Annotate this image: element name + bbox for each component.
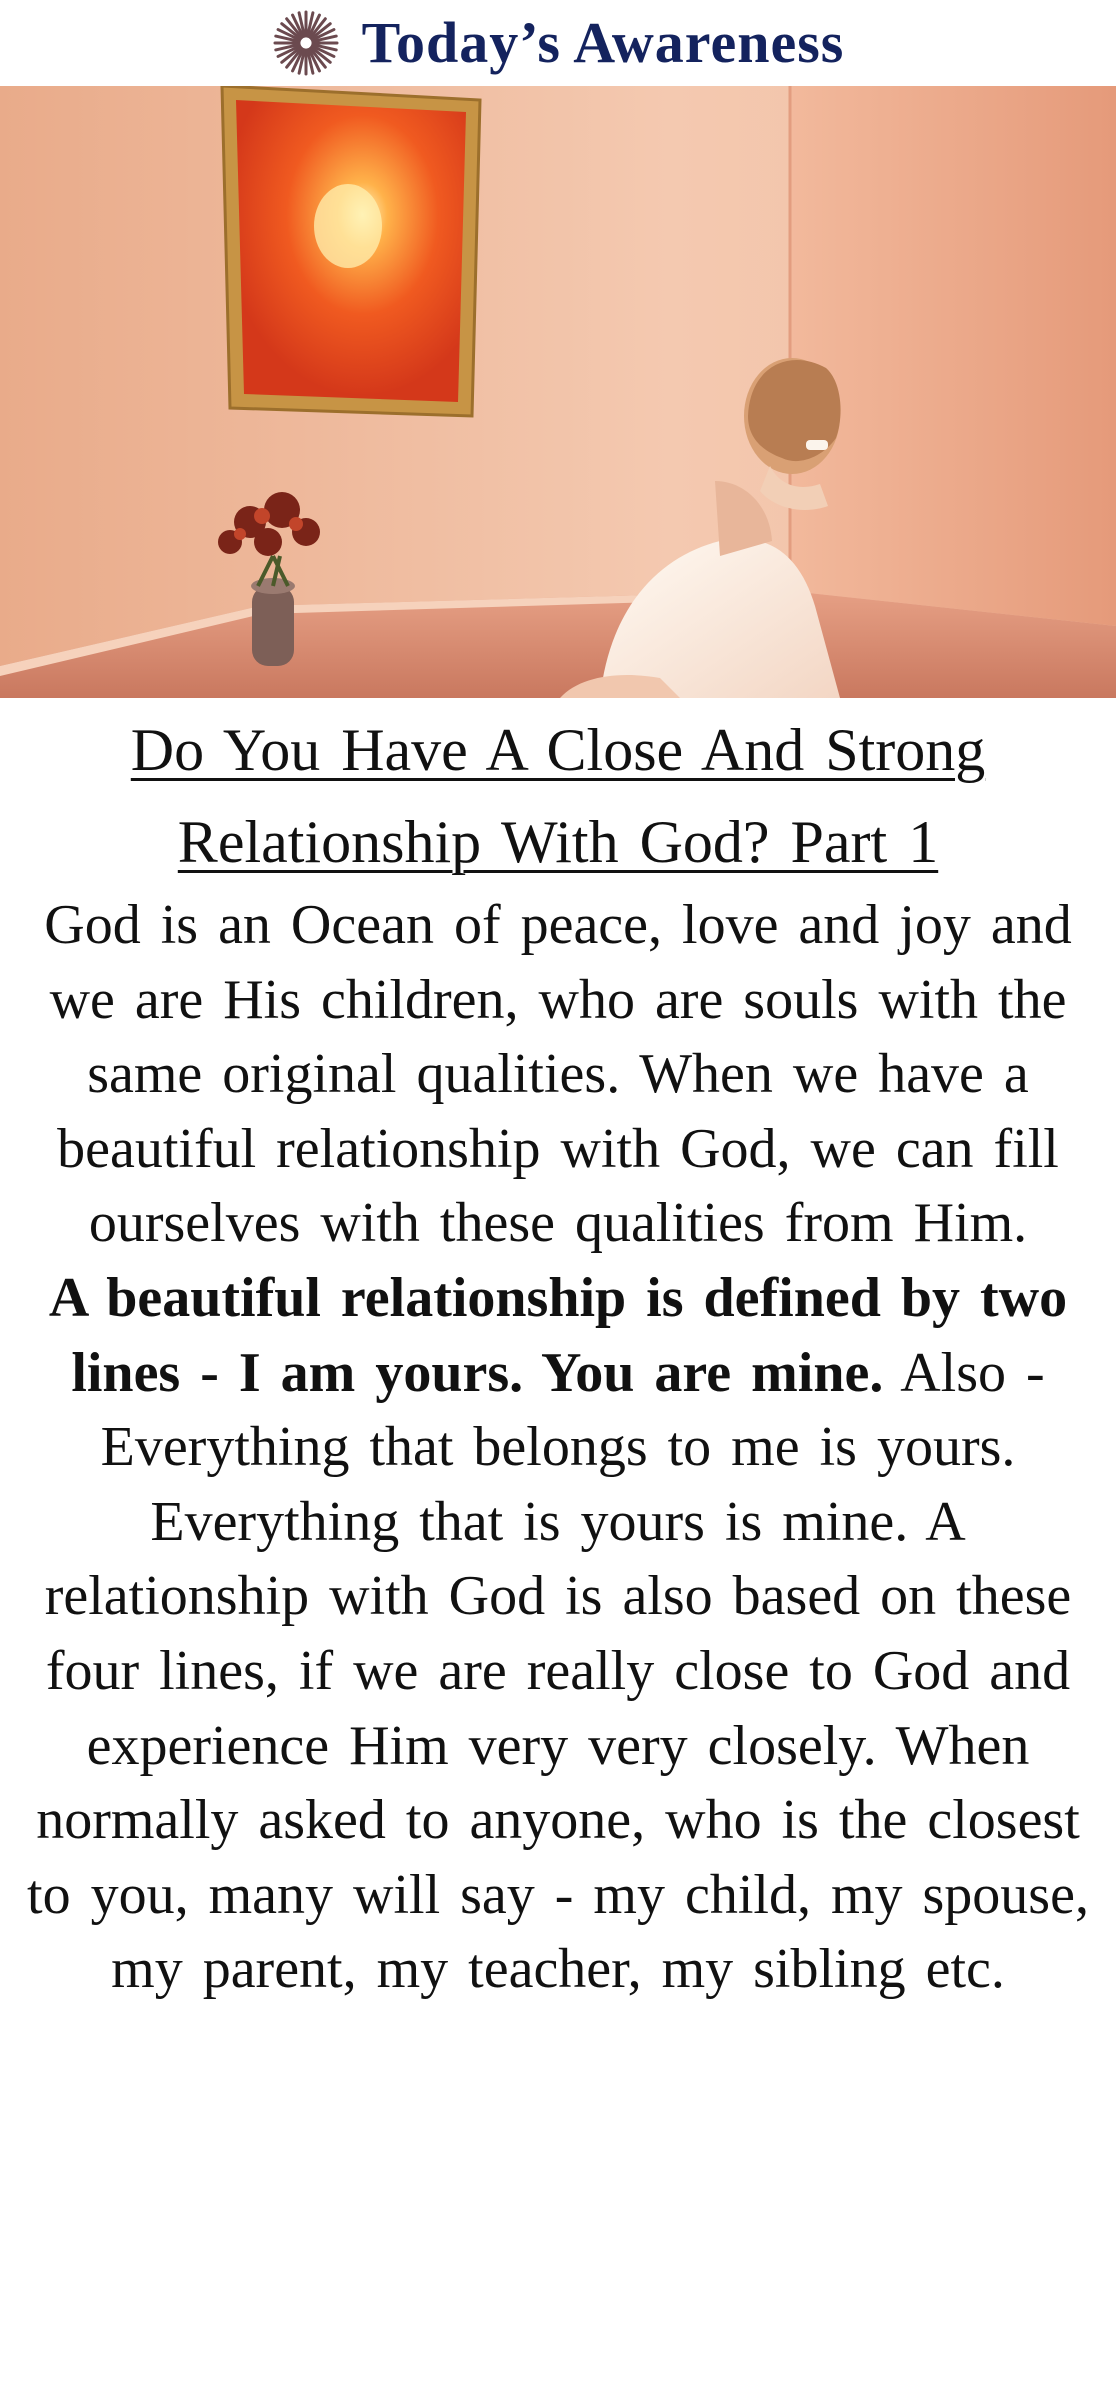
paragraph-relationship bbox=[14, 1261, 1102, 2007]
meditation-photo bbox=[0, 86, 1116, 698]
brand-title: Today’s Awareness bbox=[361, 10, 845, 75]
article bbox=[14, 704, 1102, 2007]
starburst-icon bbox=[272, 9, 340, 77]
article-headline: Do You Have A Close And Strong Relationship With God? Part 1 bbox=[130, 717, 986, 875]
paragraph-intro: God is an Ocean of peace, love and joy and we are His children, who are souls with the same original qualities. When we have a beautiful relationship with God, we can fill ourselves with these qualities from Him. bbox=[44, 894, 1072, 1255]
page-header bbox=[0, 0, 1116, 86]
emphasis-text: A beautiful relationship is defined by two lines - I am yours. You are mine. bbox=[48, 1266, 1068, 1404]
paragraph-body-text: Also - Everything that belongs to me is yours. Everything that is yours is mine. A relationship with God is also based on these four lines, if we are really close to God and experience Him very very closely. When normally asked to anyone, who is the closest to you, many will say - my child, my spouse, my parent, my teacher, my sibling etc. bbox=[27, 1341, 1089, 2001]
